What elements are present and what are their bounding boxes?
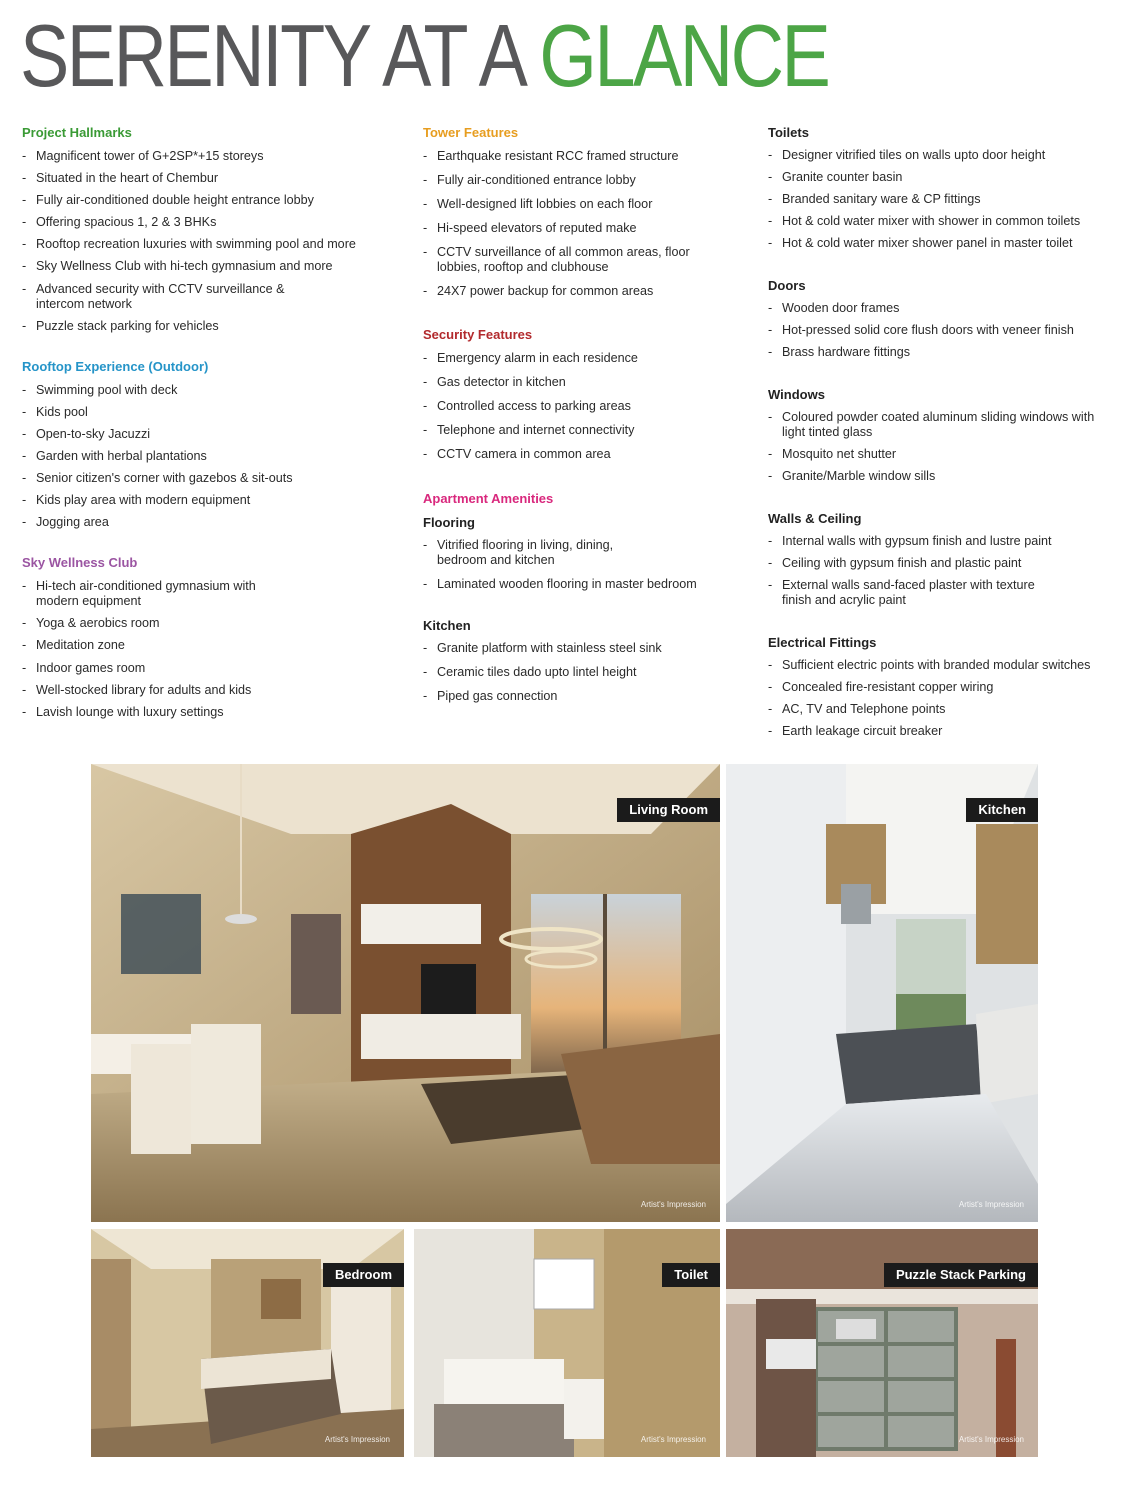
list-item: - Hot & cold water mixer with shower in common toilets — [768, 214, 1128, 230]
list-item: - Vitrified flooring in living, dining, bedroom and kitchen — [423, 538, 657, 569]
list-item: - Meditation zone — [22, 638, 400, 654]
flooring-heading: Flooring — [423, 514, 475, 530]
toilet-label: Toilet — [662, 1263, 720, 1287]
list-item: - Rooftop recreation luxuries with swimming pool and more — [22, 237, 400, 253]
security-features-section — [423, 327, 753, 462]
project-hallmarks-section — [22, 125, 400, 335]
list-item: - Magnificent tower of G+2SP*+15 storeys — [22, 149, 400, 165]
list-item: - Situated in the heart of Chembur — [22, 171, 400, 187]
list-item: - Fully air-conditioned entrance lobby — [423, 173, 753, 189]
flooring-subsection — [423, 515, 753, 593]
sky-wellness-list — [22, 579, 400, 720]
list-item: - Hot & cold water mixer shower panel in master toilet — [768, 236, 1128, 252]
electrical-fittings-section — [768, 635, 1128, 740]
doors-heading: Doors — [768, 277, 806, 293]
list-item: - Internal walls with gypsum finish and lustre paint — [768, 534, 1128, 550]
walls-ceiling-list — [768, 534, 1128, 609]
artist-impression-note: Artist's Impression — [640, 1435, 706, 1444]
list-item: - 24X7 power backup for common areas — [423, 284, 753, 300]
living-room-illustration — [91, 764, 720, 1222]
list-item: - Sky Wellness Club with hi-tech gymnasium and more — [22, 259, 400, 275]
kitchen-illustration — [726, 764, 1038, 1222]
list-item: - Yoga & aerobics room — [22, 616, 400, 632]
kitchen-label: Kitchen — [966, 798, 1038, 822]
apartment-amenities-heading: Apartment Amenities — [423, 490, 554, 506]
apartment-amenities-section — [423, 491, 753, 705]
project-hallmarks-list — [22, 149, 400, 335]
bedroom-label: Bedroom — [323, 1263, 404, 1287]
list-item: - External walls sand-faced plaster with texture finish and acrylic paint — [768, 578, 1042, 609]
living-room-label: Living Room — [617, 798, 720, 822]
list-item: - Puzzle stack parking for vehicles — [22, 319, 400, 335]
windows-heading: Windows — [768, 386, 825, 402]
toilets-section — [768, 125, 1128, 252]
list-item: - Open-to-sky Jacuzzi — [22, 427, 400, 443]
walls-ceiling-heading: Walls & Ceiling — [768, 510, 862, 526]
list-item: - Mosquito net shutter — [768, 447, 1128, 463]
list-item: - Well-designed lift lobbies on each floor — [423, 197, 753, 213]
toilet-photo — [414, 1229, 720, 1457]
page-title — [20, 8, 828, 104]
windows-list — [768, 410, 1128, 485]
list-item: - Fully air-conditioned double height entrance lobby — [22, 193, 400, 209]
list-item: - Brass hardware fittings — [768, 345, 1128, 361]
list-item: - Earth leakage circuit breaker — [768, 724, 1128, 740]
list-item: - Hot-pressed solid core flush doors with veneer finish — [768, 323, 1128, 339]
list-item: - Garden with herbal plantations — [22, 449, 400, 465]
list-item: - Wooden door frames — [768, 301, 1128, 317]
tower-features-heading: Tower Features — [423, 125, 519, 140]
doors-section — [768, 278, 1128, 361]
list-item: - Hi-tech air-conditioned gymnasium with modern equipment — [22, 579, 296, 610]
list-item: - Offering spacious 1, 2 & 3 BHKs — [22, 215, 400, 231]
list-item: - Senior citizen's corner with gazebos & sit-outs — [22, 471, 400, 487]
kitchen-photo — [726, 764, 1038, 1222]
tower-features-list — [423, 149, 753, 299]
bedroom-photo — [91, 1229, 404, 1457]
electrical-fittings-heading: Electrical Fittings — [768, 634, 877, 650]
list-item: - CCTV camera in common area — [423, 447, 753, 463]
right-column — [768, 125, 1128, 766]
list-item: - Well-stocked library for adults and kids — [22, 683, 400, 699]
security-features-list — [423, 351, 753, 462]
list-item: - Kids pool — [22, 405, 400, 421]
list-item: - Lavish lounge with luxury settings — [22, 705, 400, 721]
flooring-list — [423, 538, 753, 593]
list-item: - Swimming pool with deck — [22, 383, 400, 399]
list-item: - Designer vitrified tiles on walls upto door height — [768, 148, 1128, 164]
tower-features-section — [423, 125, 753, 299]
list-item: - Hi-speed elevators of reputed make — [423, 221, 753, 237]
artist-impression-note: Artist's Impression — [640, 1200, 706, 1209]
sky-wellness-section — [22, 555, 400, 720]
list-item: - CCTV surveillance of all common areas, floor lobbies, rooftop and clubhouse — [423, 245, 697, 276]
list-item: - Advanced security with CCTV surveillance & intercom network — [22, 282, 326, 313]
list-item: - AC, TV and Telephone points — [768, 702, 1128, 718]
list-item: - Coloured powder coated aluminum sliding windows with light tinted glass — [768, 410, 1102, 441]
list-item: - Laminated wooden flooring in master bedroom — [423, 577, 753, 593]
project-hallmarks-heading: Project Hallmarks — [22, 125, 132, 140]
windows-section — [768, 387, 1128, 485]
list-item: - Concealed fire-resistant copper wiring — [768, 680, 1128, 696]
electrical-fittings-list — [768, 658, 1128, 740]
list-item: - Emergency alarm in each residence — [423, 351, 753, 367]
toilets-heading: Toilets — [768, 125, 809, 140]
living-room-photo — [91, 764, 720, 1222]
list-item: - Kids play area with modern equipment — [22, 493, 400, 509]
list-item: - Jogging area — [22, 515, 400, 531]
list-item: - Indoor games room — [22, 661, 400, 677]
kitchen-list — [423, 641, 753, 704]
list-item: - Branded sanitary ware & CP fittings — [768, 192, 1128, 208]
sky-wellness-heading: Sky Wellness Club — [22, 554, 138, 570]
list-item: - Earthquake resistant RCC framed structure — [423, 149, 753, 165]
security-features-heading: Security Features — [423, 327, 533, 343]
walls-ceiling-section — [768, 511, 1128, 609]
rooftop-experience-section — [22, 359, 400, 531]
parking-label: Puzzle Stack Parking — [884, 1263, 1038, 1287]
artist-impression-note: Artist's Impression — [958, 1435, 1024, 1444]
doors-list — [768, 301, 1128, 361]
middle-column — [423, 125, 753, 733]
kitchen-subsection — [423, 618, 753, 704]
list-item: - Ceramic tiles dado upto lintel height — [423, 665, 753, 681]
list-item: - Gas detector in kitchen — [423, 375, 753, 391]
rooftop-experience-heading: Rooftop Experience (Outdoor) — [22, 358, 209, 374]
left-column — [22, 125, 400, 744]
list-item: - Granite/Marble window sills — [768, 469, 1128, 485]
list-item: - Telephone and internet connectivity — [423, 423, 753, 439]
list-item: - Piped gas connection — [423, 689, 753, 705]
artist-impression-note: Artist's Impression — [958, 1200, 1024, 1209]
list-item: - Controlled access to parking areas — [423, 399, 753, 415]
kitchen-heading: Kitchen — [423, 618, 471, 634]
list-item: - Granite counter basin — [768, 170, 1128, 186]
list-item: - Granite platform with stainless steel sink — [423, 641, 753, 657]
toilets-list — [768, 148, 1128, 252]
rooftop-experience-list — [22, 383, 400, 531]
list-item: - Sufficient electric points with branded modular switches — [768, 658, 1128, 674]
title-part-green: GLANCE — [539, 6, 829, 105]
title-part-grey: SERENITY AT A — [20, 6, 540, 105]
list-item: - Ceiling with gypsum finish and plastic paint — [768, 556, 1128, 572]
parking-photo — [726, 1229, 1038, 1457]
artist-impression-note: Artist's Impression — [324, 1435, 390, 1444]
